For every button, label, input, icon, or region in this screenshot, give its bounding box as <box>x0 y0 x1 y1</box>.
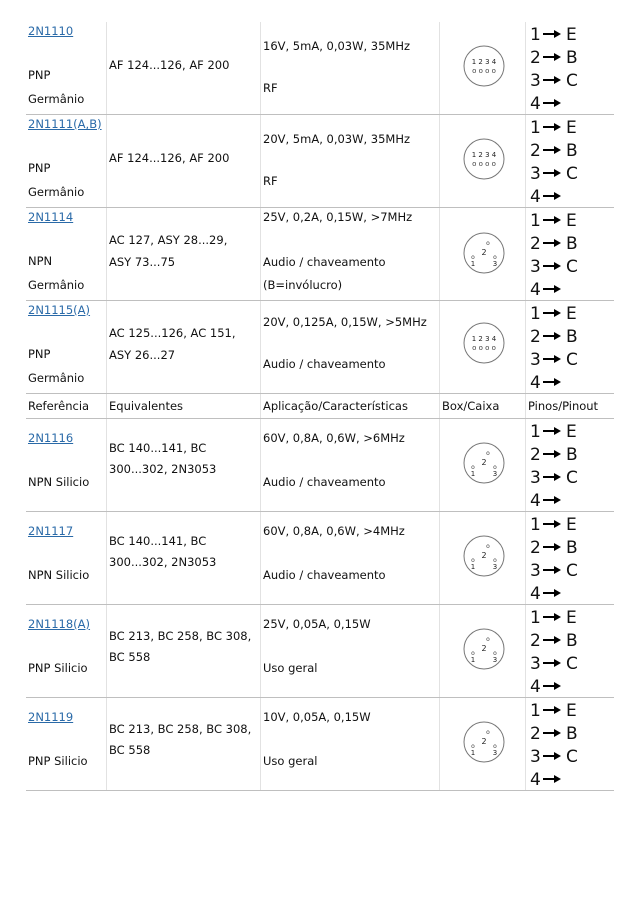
arrow-right-icon <box>542 215 562 225</box>
box-cell <box>440 208 526 300</box>
svg-text:1: 1 <box>470 749 476 757</box>
pin-label: E <box>566 701 577 721</box>
equiv-cell <box>107 605 261 697</box>
to-package-4pin-icon <box>462 44 506 88</box>
svg-text:o: o <box>471 254 475 261</box>
svg-text:o: o <box>471 743 475 750</box>
to-package-3pin-icon <box>462 441 506 485</box>
equiv-cell <box>107 512 261 604</box>
ref-cell <box>26 208 107 300</box>
equiv-text: BC 213, BC 258, BC 308, <box>109 629 252 643</box>
app-text: 10V, 0,05A, 0,15W <box>263 710 371 724</box>
to-package-4pin-icon <box>462 137 506 181</box>
svg-text:1 2 3 4: 1 2 3 4 <box>471 335 497 343</box>
box-cell <box>440 419 526 511</box>
pin-number: 2 <box>530 631 541 651</box>
pinout-list <box>530 303 578 395</box>
pin-number: 3 <box>530 468 541 488</box>
arrow-right-icon <box>542 728 562 738</box>
svg-text:1 2 3 4: 1 2 3 4 <box>471 58 497 66</box>
pin-label: C <box>566 71 578 91</box>
header-pins: Pinos/Pinout <box>528 399 599 413</box>
header-cell <box>440 394 526 418</box>
svg-text:o: o <box>486 450 490 457</box>
app-text: Audio / chaveamento <box>263 568 386 582</box>
ref-cell <box>26 301 107 393</box>
svg-text:2: 2 <box>481 248 487 257</box>
table-row <box>26 512 614 605</box>
to-package-3pin-icon <box>462 231 506 275</box>
box-cell <box>440 301 526 393</box>
arrow-right-icon <box>542 191 562 201</box>
arrow-right-icon <box>542 98 562 108</box>
pin-number: 1 <box>530 118 541 138</box>
arrow-right-icon <box>542 426 562 436</box>
pin-number: 4 <box>530 491 541 511</box>
ref-cell <box>26 419 107 511</box>
to-package-3pin-icon <box>462 720 506 764</box>
pin-number: 1 <box>530 515 541 535</box>
pin-number: 3 <box>530 350 541 370</box>
arrow-right-icon <box>542 519 562 529</box>
pin-number: 1 <box>530 701 541 721</box>
svg-text:o: o <box>486 240 490 247</box>
svg-text:o: o <box>471 650 475 657</box>
pin-label: E <box>566 515 577 535</box>
svg-text:1: 1 <box>470 470 476 478</box>
pinout-list <box>530 24 578 116</box>
svg-text:o: o <box>493 557 497 564</box>
svg-text:3: 3 <box>492 260 498 268</box>
pin-label: B <box>566 48 578 68</box>
pin-number: 1 <box>530 422 541 442</box>
svg-text:o: o <box>471 464 475 471</box>
equiv-text: AF 124...126, AF 200 <box>109 151 230 165</box>
box-cell <box>440 605 526 697</box>
pin-label: B <box>566 724 578 744</box>
pin-label: C <box>566 164 578 184</box>
pinout-cell <box>526 22 614 114</box>
equiv-text: 300...302, 2N3053 <box>109 462 217 476</box>
pinout-list <box>530 700 578 792</box>
app-text: 16V, 5mA, 0,03W, 35MHz <box>263 39 411 53</box>
material-label: Germânio <box>28 278 85 292</box>
pinout-cell <box>526 115 614 207</box>
arrow-right-icon <box>542 751 562 761</box>
app-text: Uso geral <box>263 661 318 675</box>
app-text: 20V, 0,125A, 0,15W, >5MHz <box>263 315 427 329</box>
pin-number: 3 <box>530 71 541 91</box>
arrow-right-icon <box>542 774 562 784</box>
equiv-text: AF 124...126, AF 200 <box>109 58 230 72</box>
pin-number: 2 <box>530 48 541 68</box>
arrow-right-icon <box>542 495 562 505</box>
to-package-3pin-icon <box>462 627 506 671</box>
ref-link[interactable]: 2N1119 <box>28 710 74 724</box>
arrow-right-icon <box>542 261 562 271</box>
pin-label: E <box>566 25 577 45</box>
header-box: Box/Caixa <box>442 399 500 413</box>
app-text: 25V, 0,2A, 0,15W, >7MHz <box>263 210 413 224</box>
svg-text:o: o <box>486 729 490 736</box>
header-cell <box>526 394 614 418</box>
app-cell <box>261 208 440 300</box>
table-row <box>26 22 614 115</box>
app-cell <box>261 512 440 604</box>
arrow-right-icon <box>542 705 562 715</box>
arrow-right-icon <box>542 308 562 318</box>
svg-text:o o o o: o o o o <box>472 67 496 75</box>
pin-number: 3 <box>530 654 541 674</box>
ref-link[interactable]: 2N1116 <box>28 431 74 445</box>
material-label: Germânio <box>28 92 85 106</box>
pin-label: B <box>566 445 578 465</box>
type-material-label: PNP Silicio <box>28 661 88 675</box>
pin-label: B <box>566 538 578 558</box>
svg-text:1: 1 <box>470 656 476 664</box>
app-text: RF <box>263 174 278 188</box>
app-cell <box>261 115 440 207</box>
ref-link[interactable]: 2N1117 <box>28 524 74 538</box>
ref-cell <box>26 698 107 790</box>
ref-link[interactable]: 2N1115(A) <box>28 303 91 317</box>
material-label: Germânio <box>28 185 85 199</box>
type-material-label: NPN Silicio <box>28 475 90 489</box>
app-cell <box>261 301 440 393</box>
app-text: (B=invólucro) <box>263 278 343 292</box>
ref-link[interactable]: 2N1114 <box>28 210 74 224</box>
pinout-cell <box>526 301 614 393</box>
svg-text:3: 3 <box>492 749 498 757</box>
pinout-list <box>530 607 578 699</box>
arrow-right-icon <box>542 377 562 387</box>
pin-number: 3 <box>530 747 541 767</box>
arrow-right-icon <box>542 52 562 62</box>
pin-label: B <box>566 631 578 651</box>
ref-cell <box>26 115 107 207</box>
table-row <box>26 115 614 208</box>
pin-number: 3 <box>530 164 541 184</box>
equiv-text: ASY 73...75 <box>109 255 176 269</box>
box-cell <box>440 512 526 604</box>
arrow-right-icon <box>542 588 562 598</box>
equiv-text: BC 558 <box>109 650 151 664</box>
type-material-label: PNP Silicio <box>28 754 88 768</box>
pin-number: 3 <box>530 257 541 277</box>
pinout-list <box>530 210 578 302</box>
app-text: Uso geral <box>263 754 318 768</box>
material-label: Germânio <box>28 371 85 385</box>
pin-label: C <box>566 747 578 767</box>
pin-label: E <box>566 608 577 628</box>
pin-label: E <box>566 118 577 138</box>
pin-label: E <box>566 211 577 231</box>
svg-text:1: 1 <box>470 260 476 268</box>
arrow-right-icon <box>542 449 562 459</box>
pin-label: B <box>566 141 578 161</box>
header-cell <box>261 394 440 418</box>
table-row <box>26 698 614 791</box>
table-row <box>26 301 614 394</box>
pin-label: C <box>566 257 578 277</box>
equiv-cell <box>107 698 261 790</box>
type-label: NPN <box>28 254 53 268</box>
equiv-text: BC 140...141, BC <box>109 534 207 548</box>
table-header-row <box>26 394 614 419</box>
arrow-right-icon <box>542 75 562 85</box>
table-row <box>26 419 614 512</box>
equiv-cell <box>107 301 261 393</box>
transistor-table <box>26 22 614 791</box>
pin-number: 2 <box>530 724 541 744</box>
svg-text:o: o <box>493 254 497 261</box>
svg-text:o: o <box>493 743 497 750</box>
equiv-text: 300...302, 2N3053 <box>109 555 217 569</box>
svg-text:3: 3 <box>492 656 498 664</box>
pin-number: 1 <box>530 304 541 324</box>
arrow-right-icon <box>542 542 562 552</box>
svg-text:o: o <box>471 557 475 564</box>
box-cell <box>440 22 526 114</box>
ref-link[interactable]: 2N1111(A,B) <box>28 117 102 131</box>
arrow-right-icon <box>542 122 562 132</box>
svg-text:2: 2 <box>481 644 487 653</box>
table-row <box>26 605 614 698</box>
app-text: 20V, 5mA, 0,03W, 35MHz <box>263 132 411 146</box>
ref-cell <box>26 605 107 697</box>
pin-number: 2 <box>530 538 541 558</box>
app-text: RF <box>263 81 278 95</box>
pin-number: 4 <box>530 373 541 393</box>
pin-number: 4 <box>530 280 541 300</box>
pin-label: C <box>566 561 578 581</box>
equiv-text: AC 125...126, AC 151, <box>109 326 236 340</box>
pin-label: E <box>566 422 577 442</box>
pinout-list <box>530 421 578 513</box>
pinout-cell <box>526 605 614 697</box>
equiv-text: ASY 26...27 <box>109 348 176 362</box>
pin-number: 4 <box>530 584 541 604</box>
app-text: Audio / chaveamento <box>263 255 386 269</box>
equiv-text: AC 127, ASY 28...29, <box>109 233 228 247</box>
app-cell <box>261 22 440 114</box>
app-cell <box>261 698 440 790</box>
type-label: PNP <box>28 68 51 82</box>
ref-cell <box>26 22 107 114</box>
pin-number: 1 <box>530 211 541 231</box>
pin-number: 4 <box>530 770 541 790</box>
to-package-3pin-icon <box>462 534 506 578</box>
pinout-cell <box>526 512 614 604</box>
pinout-list <box>530 514 578 606</box>
arrow-right-icon <box>542 145 562 155</box>
pin-number: 2 <box>530 445 541 465</box>
box-cell <box>440 115 526 207</box>
type-label: PNP <box>28 161 51 175</box>
pin-number: 4 <box>530 187 541 207</box>
arrow-right-icon <box>542 658 562 668</box>
svg-text:o o o o: o o o o <box>472 344 496 352</box>
equiv-cell <box>107 115 261 207</box>
pinout-cell <box>526 419 614 511</box>
svg-text:2: 2 <box>481 458 487 467</box>
to-package-4pin-icon <box>462 321 506 365</box>
svg-text:o: o <box>493 650 497 657</box>
svg-text:o: o <box>493 464 497 471</box>
pin-label: B <box>566 234 578 254</box>
svg-text:o: o <box>486 636 490 643</box>
svg-text:2: 2 <box>481 737 487 746</box>
box-cell <box>440 698 526 790</box>
equiv-cell <box>107 419 261 511</box>
app-text: Audio / chaveamento <box>263 357 386 371</box>
arrow-right-icon <box>542 612 562 622</box>
arrow-right-icon <box>542 354 562 364</box>
svg-text:3: 3 <box>492 563 498 571</box>
ref-cell <box>26 512 107 604</box>
header-equiv: Equivalentes <box>109 399 184 413</box>
pin-number: 4 <box>530 677 541 697</box>
app-cell <box>261 419 440 511</box>
svg-text:3: 3 <box>492 470 498 478</box>
svg-text:1: 1 <box>470 563 476 571</box>
pin-number: 2 <box>530 327 541 347</box>
app-cell <box>261 605 440 697</box>
pin-number: 3 <box>530 561 541 581</box>
ref-link[interactable]: 2N1118(A) <box>28 617 91 631</box>
type-material-label: NPN Silicio <box>28 568 90 582</box>
app-text: Audio / chaveamento <box>263 475 386 489</box>
pinout-list <box>530 117 578 209</box>
app-text: 25V, 0,05A, 0,15W <box>263 617 371 631</box>
arrow-right-icon <box>542 565 562 575</box>
arrow-right-icon <box>542 284 562 294</box>
equiv-cell <box>107 22 261 114</box>
pin-label: C <box>566 468 578 488</box>
pinout-cell <box>526 208 614 300</box>
app-text: 60V, 0,8A, 0,6W, >4MHz <box>263 524 405 538</box>
arrow-right-icon <box>542 681 562 691</box>
svg-text:2: 2 <box>481 551 487 560</box>
equiv-cell <box>107 208 261 300</box>
arrow-right-icon <box>542 331 562 341</box>
svg-text:1 2 3 4: 1 2 3 4 <box>471 151 497 159</box>
arrow-right-icon <box>542 168 562 178</box>
pin-label: C <box>566 350 578 370</box>
app-text: 60V, 0,8A, 0,6W, >6MHz <box>263 431 405 445</box>
pin-number: 1 <box>530 25 541 45</box>
pin-label: E <box>566 304 577 324</box>
ref-link[interactable]: 2N1110 <box>28 24 74 38</box>
arrow-right-icon <box>542 635 562 645</box>
svg-text:o o o o: o o o o <box>472 160 496 168</box>
arrow-right-icon <box>542 238 562 248</box>
pin-number: 2 <box>530 234 541 254</box>
header-ref: Referência <box>28 399 90 413</box>
equiv-text: BC 558 <box>109 743 151 757</box>
pinout-cell <box>526 698 614 790</box>
header-cell <box>26 394 107 418</box>
header-app: Aplicação/Características <box>263 399 408 413</box>
equiv-text: BC 213, BC 258, BC 308, <box>109 722 252 736</box>
arrow-right-icon <box>542 29 562 39</box>
svg-text:o: o <box>486 543 490 550</box>
equiv-text: BC 140...141, BC <box>109 441 207 455</box>
table-row <box>26 208 614 301</box>
type-label: PNP <box>28 347 51 361</box>
pin-number: 1 <box>530 608 541 628</box>
pin-number: 2 <box>530 141 541 161</box>
pin-label: C <box>566 654 578 674</box>
pin-label: B <box>566 327 578 347</box>
pin-number: 4 <box>530 94 541 114</box>
header-cell <box>107 394 261 418</box>
arrow-right-icon <box>542 472 562 482</box>
